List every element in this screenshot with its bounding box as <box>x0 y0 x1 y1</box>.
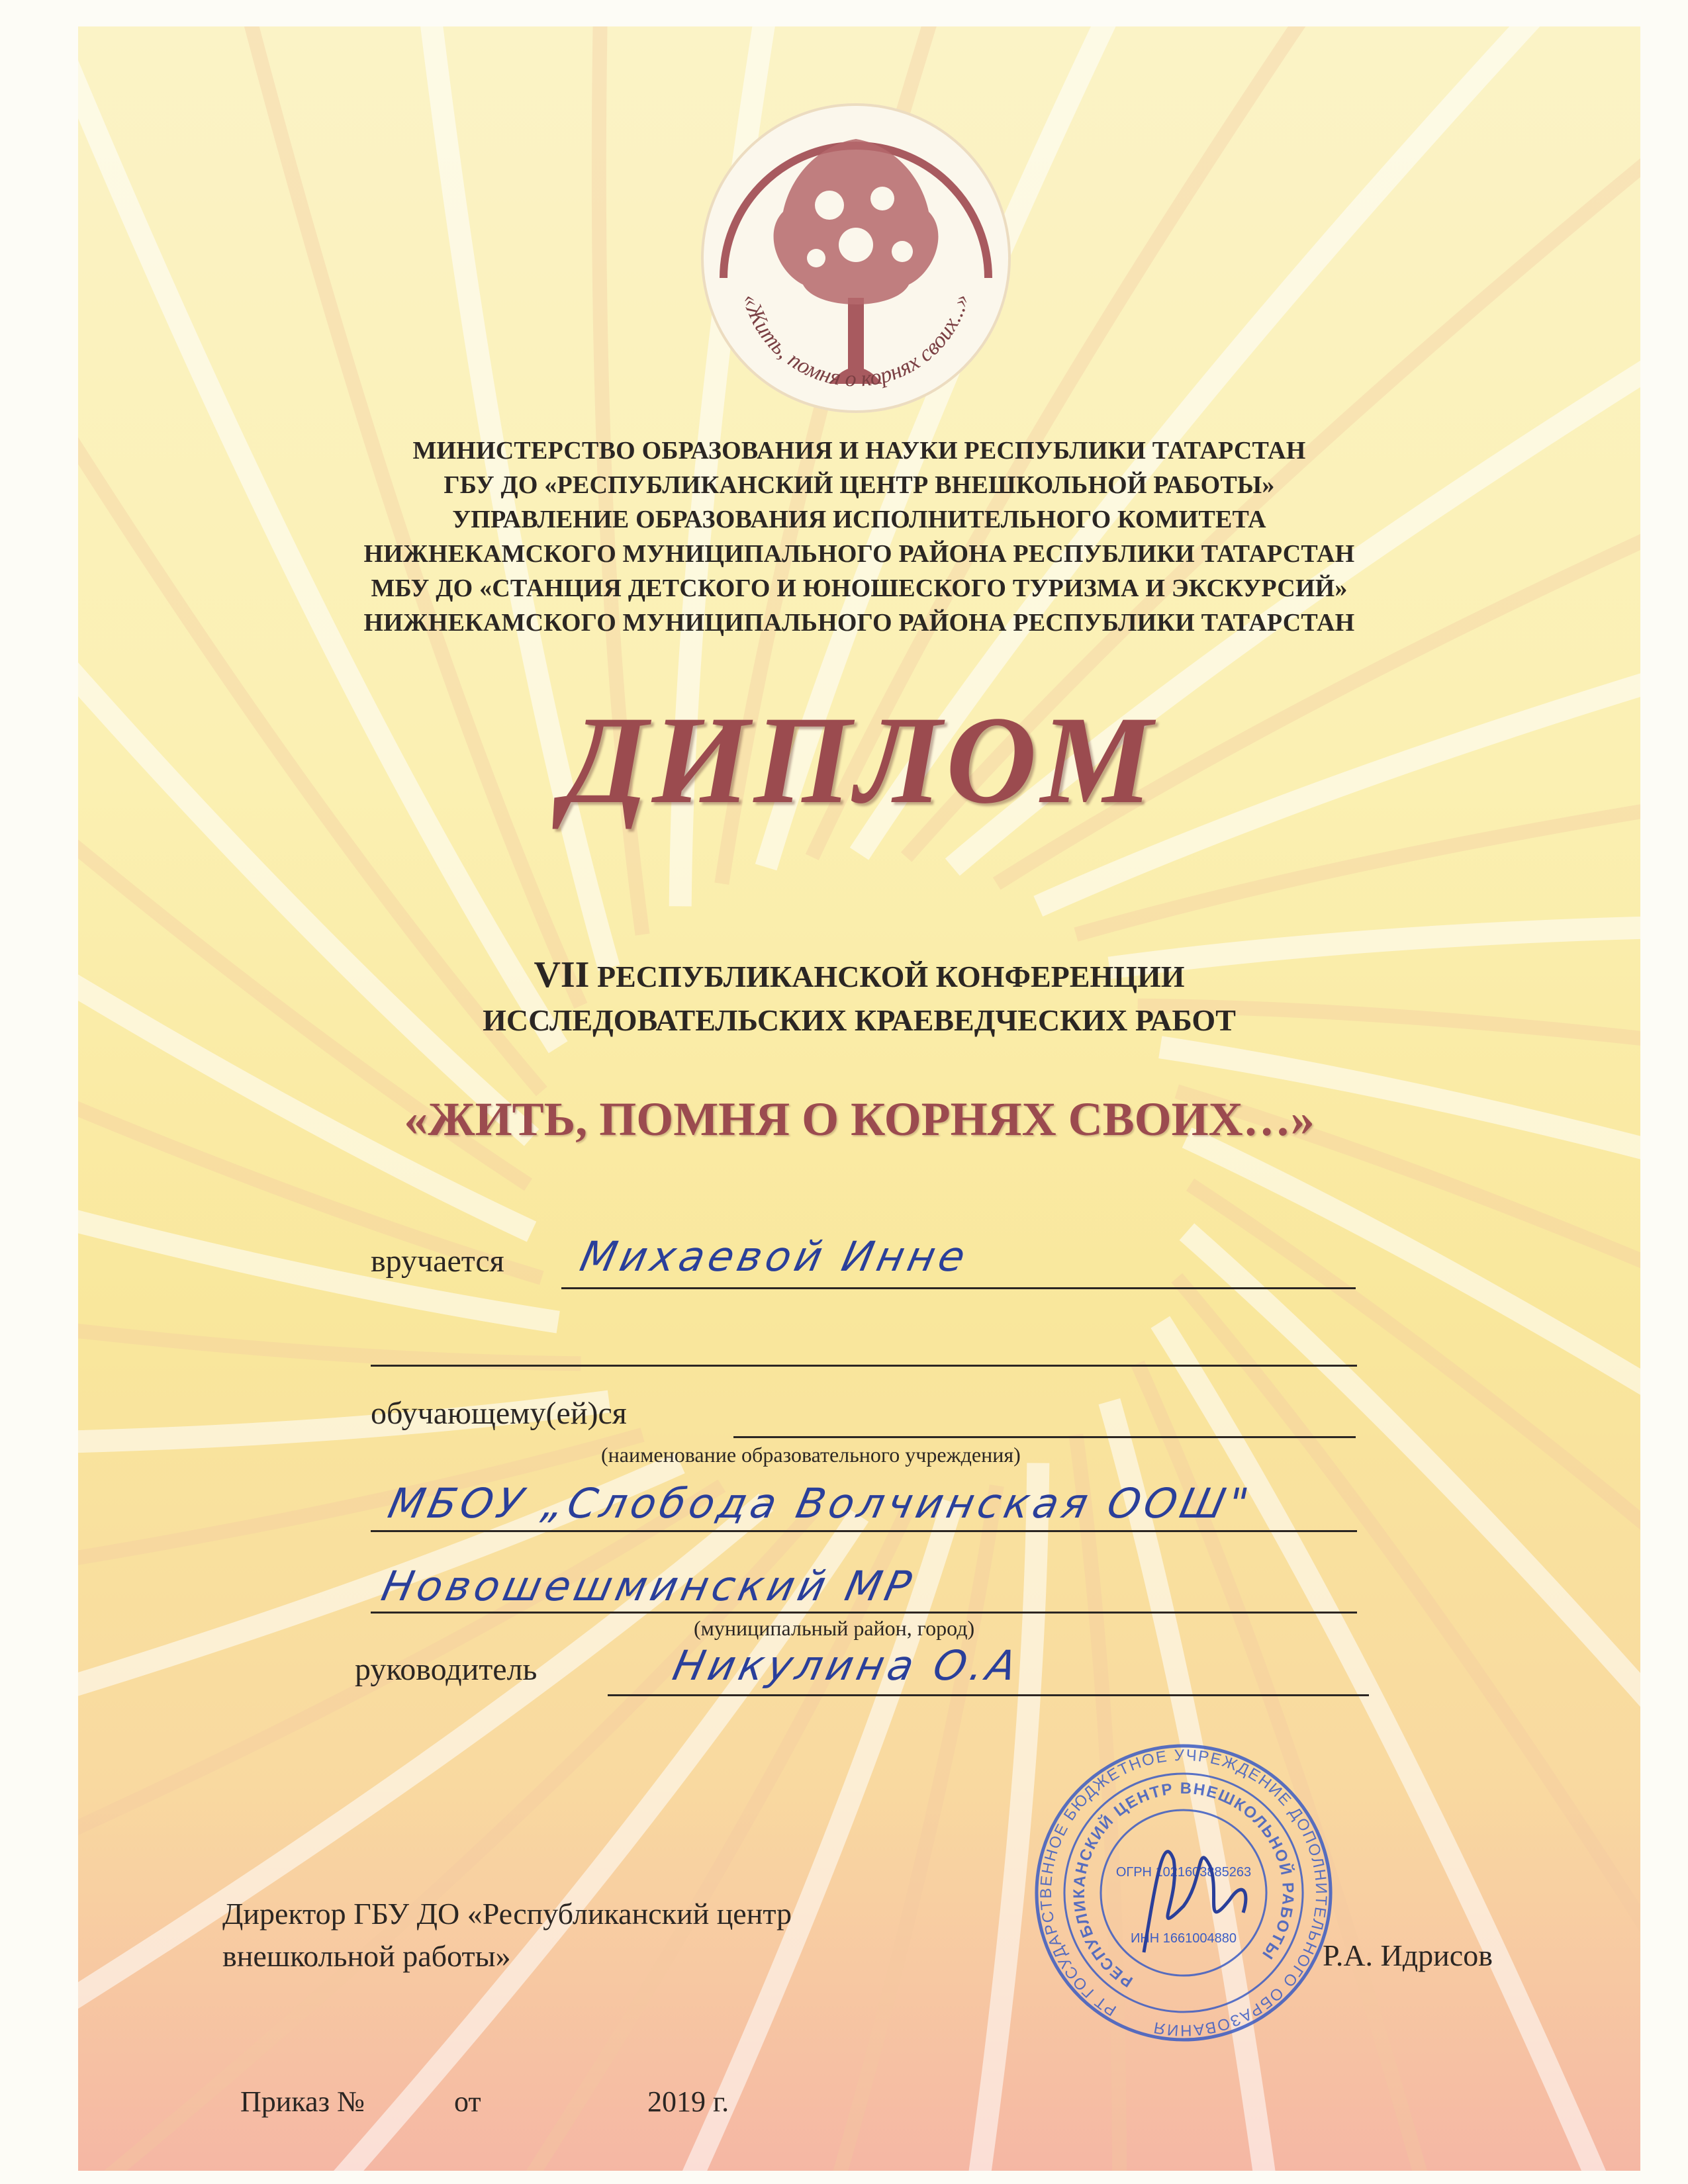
diploma-title: ДИПЛОМ <box>562 691 1156 830</box>
awarded-line-2 <box>371 1365 1357 1367</box>
diploma-sheet <box>78 26 1640 2171</box>
organizations-header <box>78 433 1640 640</box>
district-name: Новошешминский МР <box>377 1562 919 1610</box>
header-line: УПРАВЛЕНИЕ ОБРАЗОВАНИЯ ИСПОЛНИТЕЛЬНОГО КОМИТЕТА <box>452 506 1266 533</box>
signatory-position-line-2: внешкольной работы» <box>222 1939 511 1973</box>
conference-description <box>78 953 1640 1042</box>
student-line <box>733 1436 1356 1438</box>
awarded-label: вручается <box>371 1244 504 1279</box>
district-line <box>371 1612 1357 1614</box>
institution-line <box>371 1530 1357 1532</box>
header-line: ГБУ ДО «РЕСПУБЛИКАНСКИЙ ЦЕНТР ВНЕШКОЛЬНОЙ РАБОТЫ» <box>444 471 1275 499</box>
signatory-name: Р.А. Идрисов <box>1323 1938 1493 1972</box>
signatory-position-line-1: Директор ГБУ ДО «Республиканский центр <box>222 1897 792 1931</box>
emblem-motto: «Жить, помня о корнях своих...» <box>737 291 974 392</box>
order-year: 2019 г. <box>647 2085 729 2118</box>
institution-name: МБОУ „Слобода Волчинская ООШ" <box>384 1479 1257 1527</box>
conference-line-1: РЕСПУБЛИКАНСКОЙ КОНФЕРЕНЦИИ <box>596 960 1185 993</box>
seal-inn: ИНН 1661004880 <box>1130 1931 1237 1946</box>
supervisor-label: руководитель <box>355 1652 538 1687</box>
student-label: обучающему(ей)ся <box>371 1396 627 1431</box>
header-line: НИЖНЕКАМСКОГО МУНИЦИПАЛЬНОГО РАЙОНА РЕСПУБЛИКИ ТАТАРСТАН <box>363 540 1355 568</box>
header-line: МИНИСТЕРСТВО ОБРАЗОВАНИЯ И НАУКИ РЕСПУБЛИКИ ТАТАРСТАН <box>412 437 1306 465</box>
supervisor-name: Никулина О.А <box>669 1641 1025 1690</box>
supervisor-line <box>608 1694 1369 1696</box>
awarded-name: Михаевой Инне <box>576 1232 974 1281</box>
institution-hint: (наименование образовательного учреждения) <box>601 1443 1021 1467</box>
order-label: Приказ № <box>240 2085 365 2118</box>
district-hint: (муниципальный район, город) <box>694 1616 975 1640</box>
header-line: МБУ ДО «СТАНЦИЯ ДЕТСКОГО И ЮНОШЕСКОГО ТУРИЗМА И ЭКСКУРСИЙ» <box>371 574 1348 602</box>
conference-emblem <box>697 99 1015 417</box>
conference-line-2: ИССЛЕДОВАТЕЛЬСКИХ КРАЕВЕДЧЕСКИХ РАБОТ <box>483 1003 1236 1037</box>
signatory-position <box>222 1893 792 1978</box>
seal-inner-text: РЕСПУБЛИКАНСКИЙ ЦЕНТР ВНЕШКОЛЬНОЙ РАБОТЫ <box>1070 1779 1297 1991</box>
order-from-label: от <box>454 2085 481 2118</box>
header-line: НИЖНЕКАМСКОГО МУНИЦИПАЛЬНОГО РАЙОНА РЕСПУБЛИКИ ТАТАРСТАН <box>363 609 1355 637</box>
awarded-line <box>561 1287 1356 1289</box>
conference-name: «ЖИТЬ, ПОМНЯ О КОРНЯХ СВОИХ…» <box>404 1093 1315 1146</box>
official-seal <box>1031 1741 1336 2045</box>
seal-outer-text: РТ ГОСУДАРСТВЕННОЕ БЮДЖЕТНОЕ УЧРЕЖДЕНИЕ ДОПОЛНИТЕЛЬНОГО ОБРАЗОВАНИЯ <box>1037 1746 1331 2040</box>
seal-ogrn: ОГРН 1021603885263 <box>1115 1865 1252 1880</box>
svg-text:РЕСПУБЛИКАНСКИЙ ЦЕНТР ВНЕШКОЛЬ <box>1031 1741 1336 2045</box>
conference-number: VII <box>534 954 590 995</box>
